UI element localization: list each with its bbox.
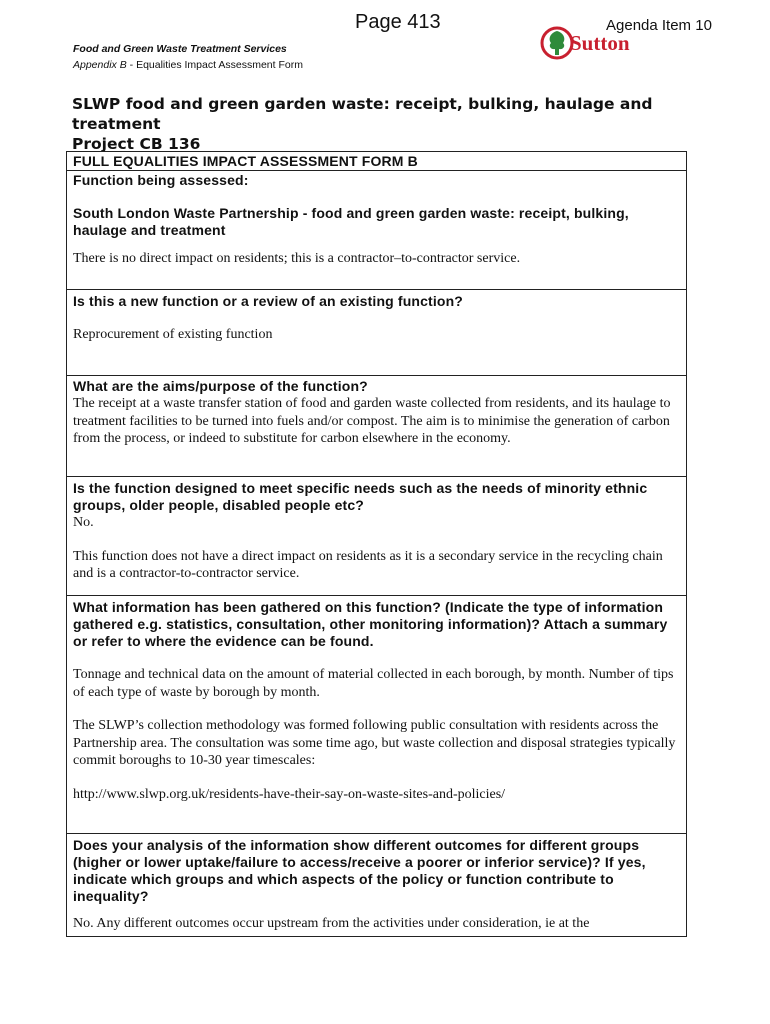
new-function-cell [67,289,686,375]
agenda-item: Agenda Item 10 [606,17,712,34]
assessment-form-table [66,151,687,937]
appendix-line [73,59,303,71]
information-cell [67,595,686,833]
information-link[interactable]: http://www.slwp.org.uk/residents-have-their-say-on-waste-sites-and-policies/ [73,786,506,802]
function-note: There is no direct impact on residents; this is a contractor–to-contractor service. [73,251,521,266]
form-heading: FULL EQUALITIES IMPACT ASSESSMENT FORM B [73,153,418,169]
information-answer-2: The SLWP’s collection methodology was formed following public consultation with residents across the Partnership area. The consultation was some time ago, but waste collection and disposal strategies typically commit boroughs to 10-30 year timescales: [73,718,676,768]
function-cell [67,170,686,289]
function-label: Function being assessed: [73,172,249,188]
new-function-answer: Reprocurement of existing function [73,327,273,342]
appendix-text: Equalities Impact Assessment Form [136,59,303,71]
aims-cell [67,375,686,476]
appendix-separator: - [126,59,137,71]
outcomes-cell [67,833,686,937]
information-answer-1: Tonnage and technical data on the amount of material collected in each borough, by month. Number of tips of each type of waste by borough by month. [73,667,674,700]
new-function-question: Is this a new function or a review of an existing function? [73,293,464,309]
outcomes-answer: No. Any different outcomes occur upstream from the activities under consideration, ie at the [73,916,590,931]
needs-answer-2: This function does not have a direct impact on residents as it is a secondary service in the recycling chain and is a contractor-to-contractor service. [73,548,663,581]
title-line-1: SLWP food and green garden waste: receipt, bulking, haulage and treatment [72,95,653,133]
information-question: What information has been gathered on this function? (Indicate the type of information gathered e.g. statistics, consultation, other monitoring information)? Attach a summary or refer to where the evidence can be found. [73,599,668,649]
tree-icon [550,31,565,55]
sutton-logo [540,22,670,64]
outcomes-question: Does your analysis of the information show different outcomes for different groups (higher or lower uptake/failure to access/receive a poorer or inferior service)? If yes, indicate which groups and which aspects of the policy or function contribute to inequality? [73,837,646,904]
page-title [72,94,692,154]
needs-cell [67,476,686,595]
page-number: Page 413 [355,11,441,33]
document-title: Food and Green Waste Treatment Services [73,43,287,55]
needs-question: Is the function designed to meet specific needs such as the needs of minority ethnic groups, older people, disabled people etc? [73,480,648,513]
appendix-label: Appendix B [73,59,127,71]
needs-answer-1: No. [73,515,94,530]
aims-answer: The receipt at a waste transfer station of food and garden waste collected from residents, and its haulage to treatment facilities to be turned into fuels and/or compost. The aim is to minimise the generation of carbon from the process, or indeed to substitute for carbon elsewhere in the economy. [73,396,671,446]
aims-question: What are the aims/purpose of the function? [73,378,368,394]
function-name: South London Waste Partnership - food and green garden waste: receipt, bulking, haulage and treatment [73,205,629,238]
title-line-2: Project CB 136 [72,135,201,153]
logo-text: Sutton [570,31,630,55]
